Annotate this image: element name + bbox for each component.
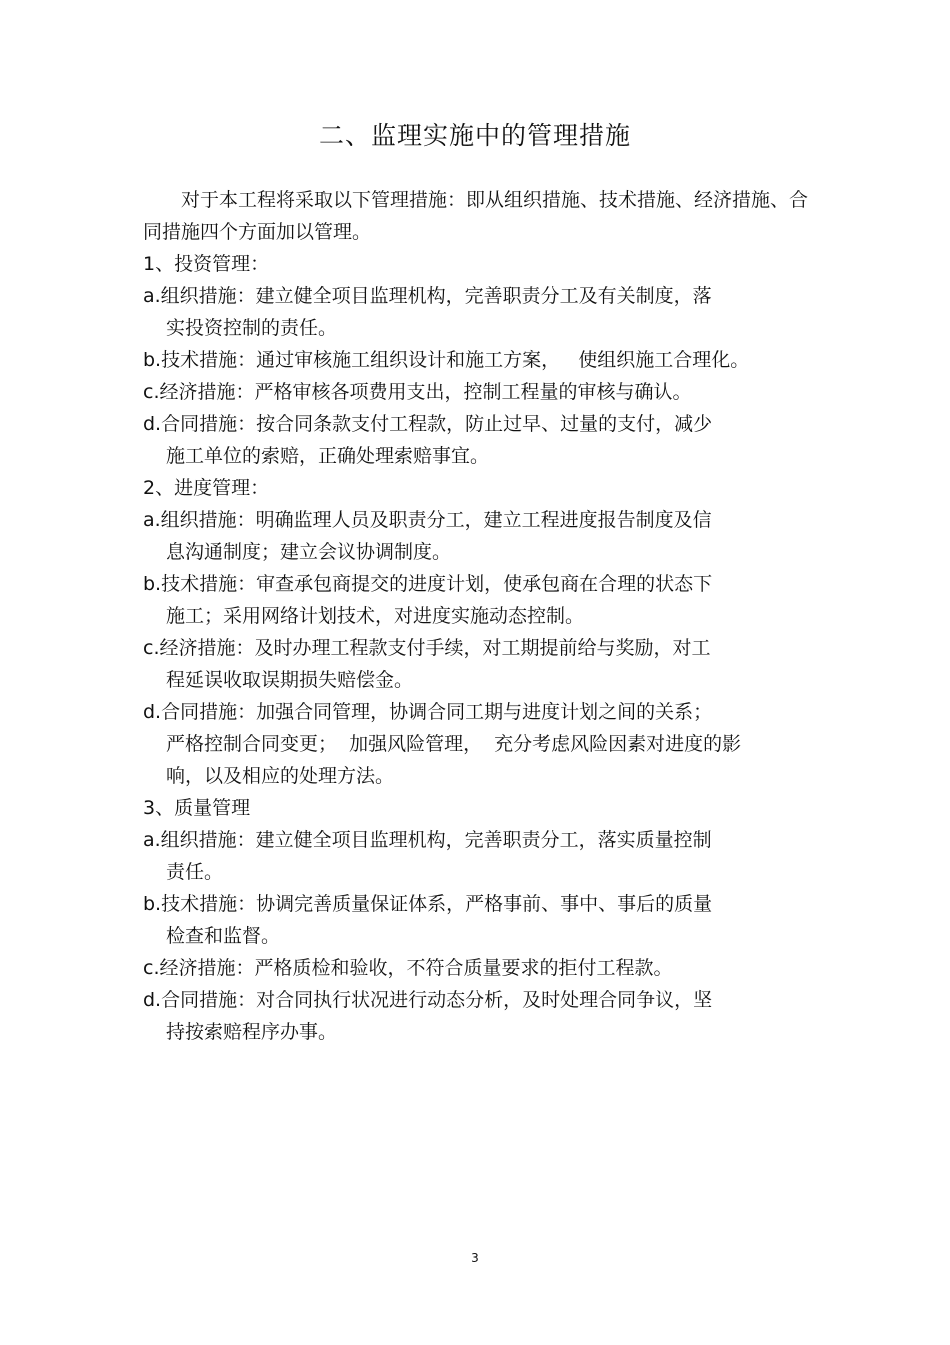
list-item (143, 632, 813, 696)
list-item-line: c.经济措施：严格质检和验收，不符合质量要求的拒付工程款。 (143, 957, 673, 979)
list-item-line: c.经济措施：严格审核各项费用支出，控制工程量的审核与确认。 (143, 381, 692, 403)
list-item (143, 504, 813, 568)
list-item (143, 376, 813, 408)
list-item-line: a.组织措施：明确监理人员及职责分工，建立工程进度报告制度及信 (143, 509, 712, 531)
section-heading-schedule: 2、进度管理： (143, 477, 270, 499)
list-item-line: d.合同措施：对合同执行状况进行动态分析，及时处理合同争议，坚 (143, 989, 713, 1011)
intro-paragraph (143, 184, 813, 248)
list-item-line: 检查和监督。 (166, 925, 281, 947)
list-item-line: b.技术措施：协调完善质量保证体系，严格事前、事中、事后的质量 (143, 893, 713, 915)
list-item (143, 280, 813, 344)
list-item (143, 344, 813, 376)
list-item-line: a.组织措施：建立健全项目监理机构，完善职责分工，落实质量控制 (143, 829, 712, 851)
list-item-line: 实投资控制的责任。 (166, 317, 338, 339)
list-item-line: 响，以及相应的处理方法。 (166, 765, 395, 787)
section-heading-investment: 1、投资管理： (143, 253, 270, 275)
list-item (143, 984, 813, 1048)
list-item-line: c.经济措施：及时办理工程款支付手续，对工期提前给与奖励，对工 (143, 637, 711, 659)
list-item-line: 息沟通制度；建立会议协调制度。 (166, 541, 452, 563)
list-item (143, 952, 813, 984)
page-title: 二、监理实施中的管理措施 (318, 121, 631, 150)
list-item-line: 程延误收取误期损失赔偿金。 (166, 669, 414, 691)
list-item (143, 824, 813, 888)
intro-line: 对于本工程将采取以下管理措施：即从组织措施、技术措施、经 (181, 189, 714, 211)
intro-line: 济措施、合同措施四个方面加以管理。 (143, 189, 809, 243)
document-body (143, 184, 813, 1048)
list-item-line: b.技术措施：审查承包商提交的进度计划，使承包商在合理的状态下 (143, 573, 713, 595)
list-item-line: 持按索赔程序办事。 (166, 1021, 338, 1043)
list-item-line: 严格控制合同变更； 加强风险管理， 充分考虑风险因素对进度的影 (166, 733, 742, 755)
list-item-line: b.技术措施：通过审核施工组织设计和施工方案， 使组织施工合理化。 (143, 349, 750, 371)
list-item-line: 施工单位的索赔，正确处理索赔事宜。 (166, 445, 490, 467)
list-item-line: a.组织措施：建立健全项目监理机构，完善职责分工及有关制度，落 (143, 285, 712, 307)
list-item (143, 888, 813, 952)
list-item (143, 408, 813, 472)
list-item-line: 责任。 (166, 861, 224, 883)
list-item-line: 施工；采用网络计划技术，对进度实施动态控制。 (166, 605, 585, 627)
list-item-line: d.合同措施：加强合同管理，协调合同工期与进度计划之间的关系； (143, 701, 713, 723)
list-item-line: d.合同措施：按合同条款支付工程款，防止过早、过量的支付，减少 (143, 413, 713, 435)
list-item (143, 696, 813, 792)
page-number: 3 (471, 1251, 479, 1265)
section-heading-quality: 3、质量管理 (143, 797, 251, 819)
list-item (143, 568, 813, 632)
